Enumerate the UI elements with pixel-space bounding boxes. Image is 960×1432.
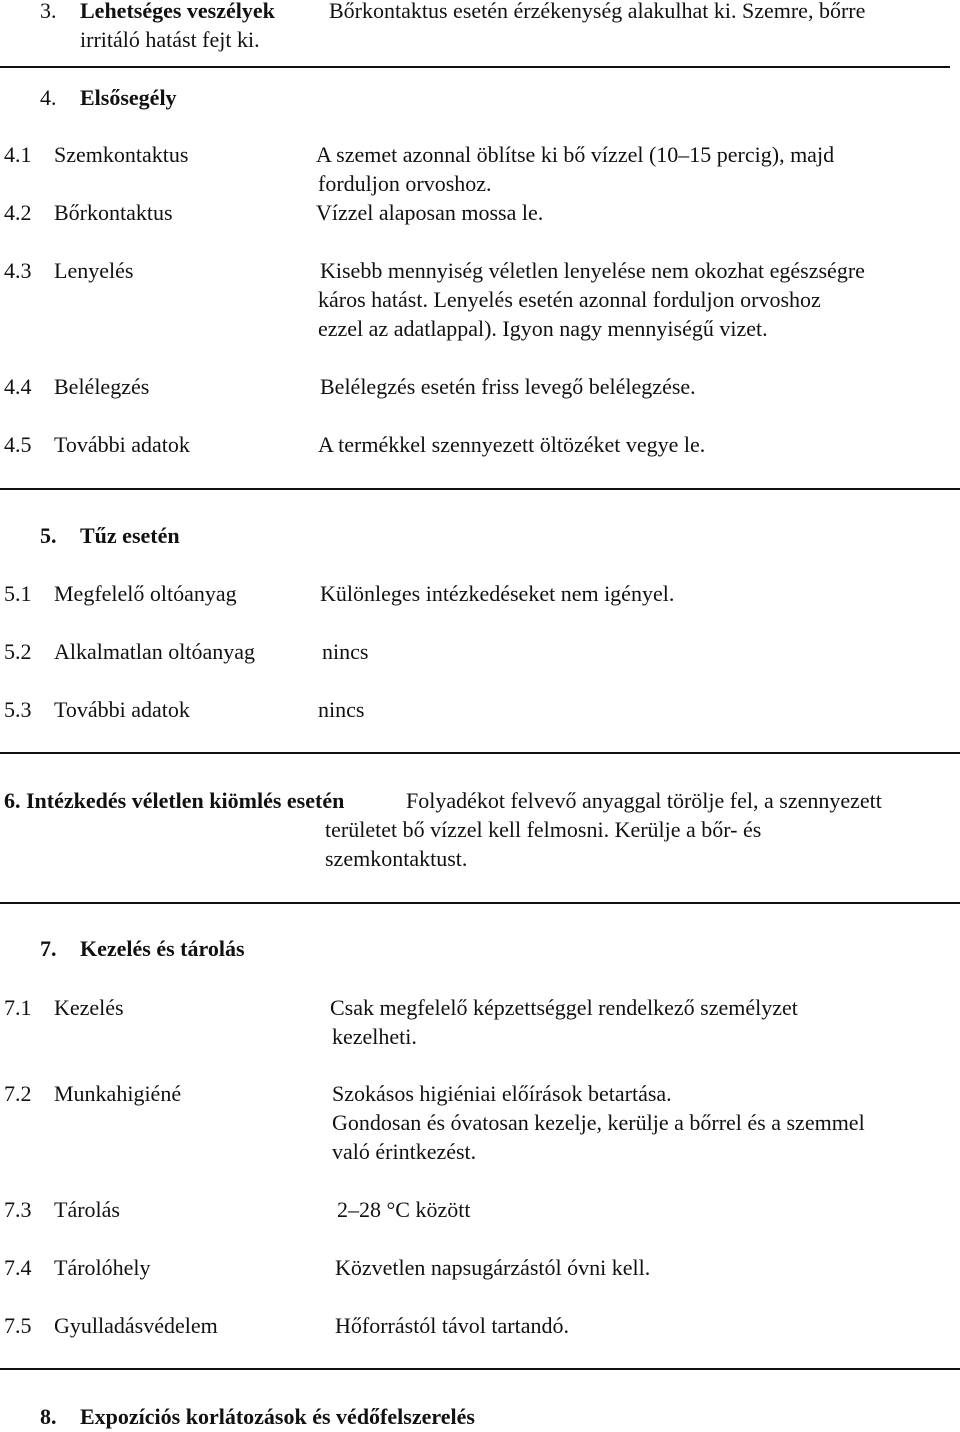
item-7-2-text-line-3: való érintkezést. <box>332 1139 477 1164</box>
section-3-title: Lehetséges veszélyek <box>80 0 275 23</box>
item-7-2-label: Munkahigiéné <box>54 1081 182 1106</box>
item-4-2-number: 4.2 <box>4 200 32 225</box>
section-6-text-line-1: Folyadékot felvevő anyaggal törölje fel, a szennyezett <box>406 788 882 813</box>
item-4-3-text-line-3: ezzel az adatlappal). Igyon nagy mennyiségű vizet. <box>318 316 768 341</box>
section-6-text-line-2: területet bő vízzel kell felmosni. Kerülje a bőr- és <box>325 817 762 842</box>
item-7-5-text: Hőforrástól távol tartandó. <box>335 1313 569 1338</box>
section-5-number: 5. <box>40 523 57 548</box>
item-4-4-text: Belélegzés esetén friss levegő belélegzése. <box>320 374 696 399</box>
item-5-1-label: Megfelelő oltóanyag <box>54 581 237 606</box>
item-4-1-text-line-2: forduljon orvoshoz. <box>318 171 492 196</box>
item-7-4-label: Tárolóhely <box>54 1255 151 1280</box>
item-4-1-text-line-1: A szemet azonnal öblítse ki bő vízzel (10–15 percig), majd <box>316 142 835 167</box>
item-7-1-number: 7.1 <box>4 995 32 1020</box>
item-4-5-text: A termékkel szennyezett öltözéket vegye le. <box>318 432 706 457</box>
item-7-2-text-line-1: Szokásos higiéniai előírások betartása. <box>332 1081 672 1106</box>
item-4-3-text-line-1: Kisebb mennyiség véletlen lenyelése nem okozhat egészségre <box>320 258 865 283</box>
item-5-2-text: nincs <box>322 639 369 664</box>
item-7-2-text-line-2: Gondosan és óvatosan kezelje, kerülje a bőrrel és a szemmel <box>332 1110 865 1135</box>
item-5-3-text: nincs <box>318 697 365 722</box>
item-4-1-number: 4.1 <box>4 142 32 167</box>
item-4-3-label: Lenyelés <box>54 258 134 283</box>
item-5-1-text: Különleges intézkedéseket nem igényel. <box>320 581 675 606</box>
item-7-1-label: Kezelés <box>54 995 124 1020</box>
section-8-title: Expozíciós korlátozások és védőfelszerelés <box>80 1404 475 1429</box>
item-7-1-text-line-1: Csak megfelelő képzettséggel rendelkező személyzet <box>330 995 798 1020</box>
section-8-number: 8. <box>40 1404 57 1429</box>
item-4-4-number: 4.4 <box>4 374 32 399</box>
item-4-2-label: Bőrkontaktus <box>54 200 173 225</box>
item-7-3-label: Tárolás <box>54 1197 120 1222</box>
item-4-1-label: Szemkontaktus <box>54 142 189 167</box>
item-7-2-number: 7.2 <box>4 1081 32 1106</box>
item-7-1-text-line-2: kezelheti. <box>332 1024 417 1049</box>
item-7-4-number: 7.4 <box>4 1255 32 1280</box>
section-divider <box>0 66 950 68</box>
item-5-2-label: Alkalmatlan oltóanyag <box>54 639 255 664</box>
item-5-3-label: További adatok <box>54 697 190 722</box>
item-4-4-label: Belélegzés <box>54 374 150 399</box>
item-5-2-number: 5.2 <box>4 639 32 664</box>
section-7-title: Kezelés és tárolás <box>80 936 245 961</box>
item-4-5-label: További adatok <box>54 432 190 457</box>
section-6-title: 6. Intézkedés véletlen kiömlés esetén <box>4 788 345 813</box>
item-4-3-text-line-2: káros hatást. Lenyelés esetén azonnal forduljon orvoshoz <box>318 287 821 312</box>
section-3-text-line-2: irritáló hatást fejt ki. <box>80 27 260 52</box>
item-5-1-number: 5.1 <box>4 581 32 606</box>
section-7-number: 7. <box>40 936 57 961</box>
section-4-number: 4. <box>40 85 57 110</box>
item-4-2-text: Vízzel alaposan mossa le. <box>316 200 544 225</box>
section-3-text-line-1: Bőrkontaktus esetén érzékenység alakulhat ki. Szemre, bőrre <box>329 0 866 23</box>
item-5-3-number: 5.3 <box>4 697 32 722</box>
item-4-3-number: 4.3 <box>4 258 32 283</box>
section-4-title: Elsősegély <box>80 85 177 110</box>
section-divider <box>0 1368 960 1370</box>
section-divider <box>0 488 960 490</box>
section-3-number: 3. <box>40 0 57 23</box>
item-7-5-label: Gyulladásvédelem <box>54 1313 218 1338</box>
section-divider <box>0 902 960 904</box>
section-divider <box>0 752 960 754</box>
section-5-title: Tűz esetén <box>80 523 180 548</box>
item-4-5-number: 4.5 <box>4 432 32 457</box>
item-7-3-number: 7.3 <box>4 1197 32 1222</box>
item-7-4-text: Közvetlen napsugárzástól óvni kell. <box>335 1255 651 1280</box>
item-7-3-text: 2–28 °C között <box>337 1197 471 1222</box>
section-6-text-line-3: szemkontaktust. <box>325 846 468 871</box>
item-7-5-number: 7.5 <box>4 1313 32 1338</box>
